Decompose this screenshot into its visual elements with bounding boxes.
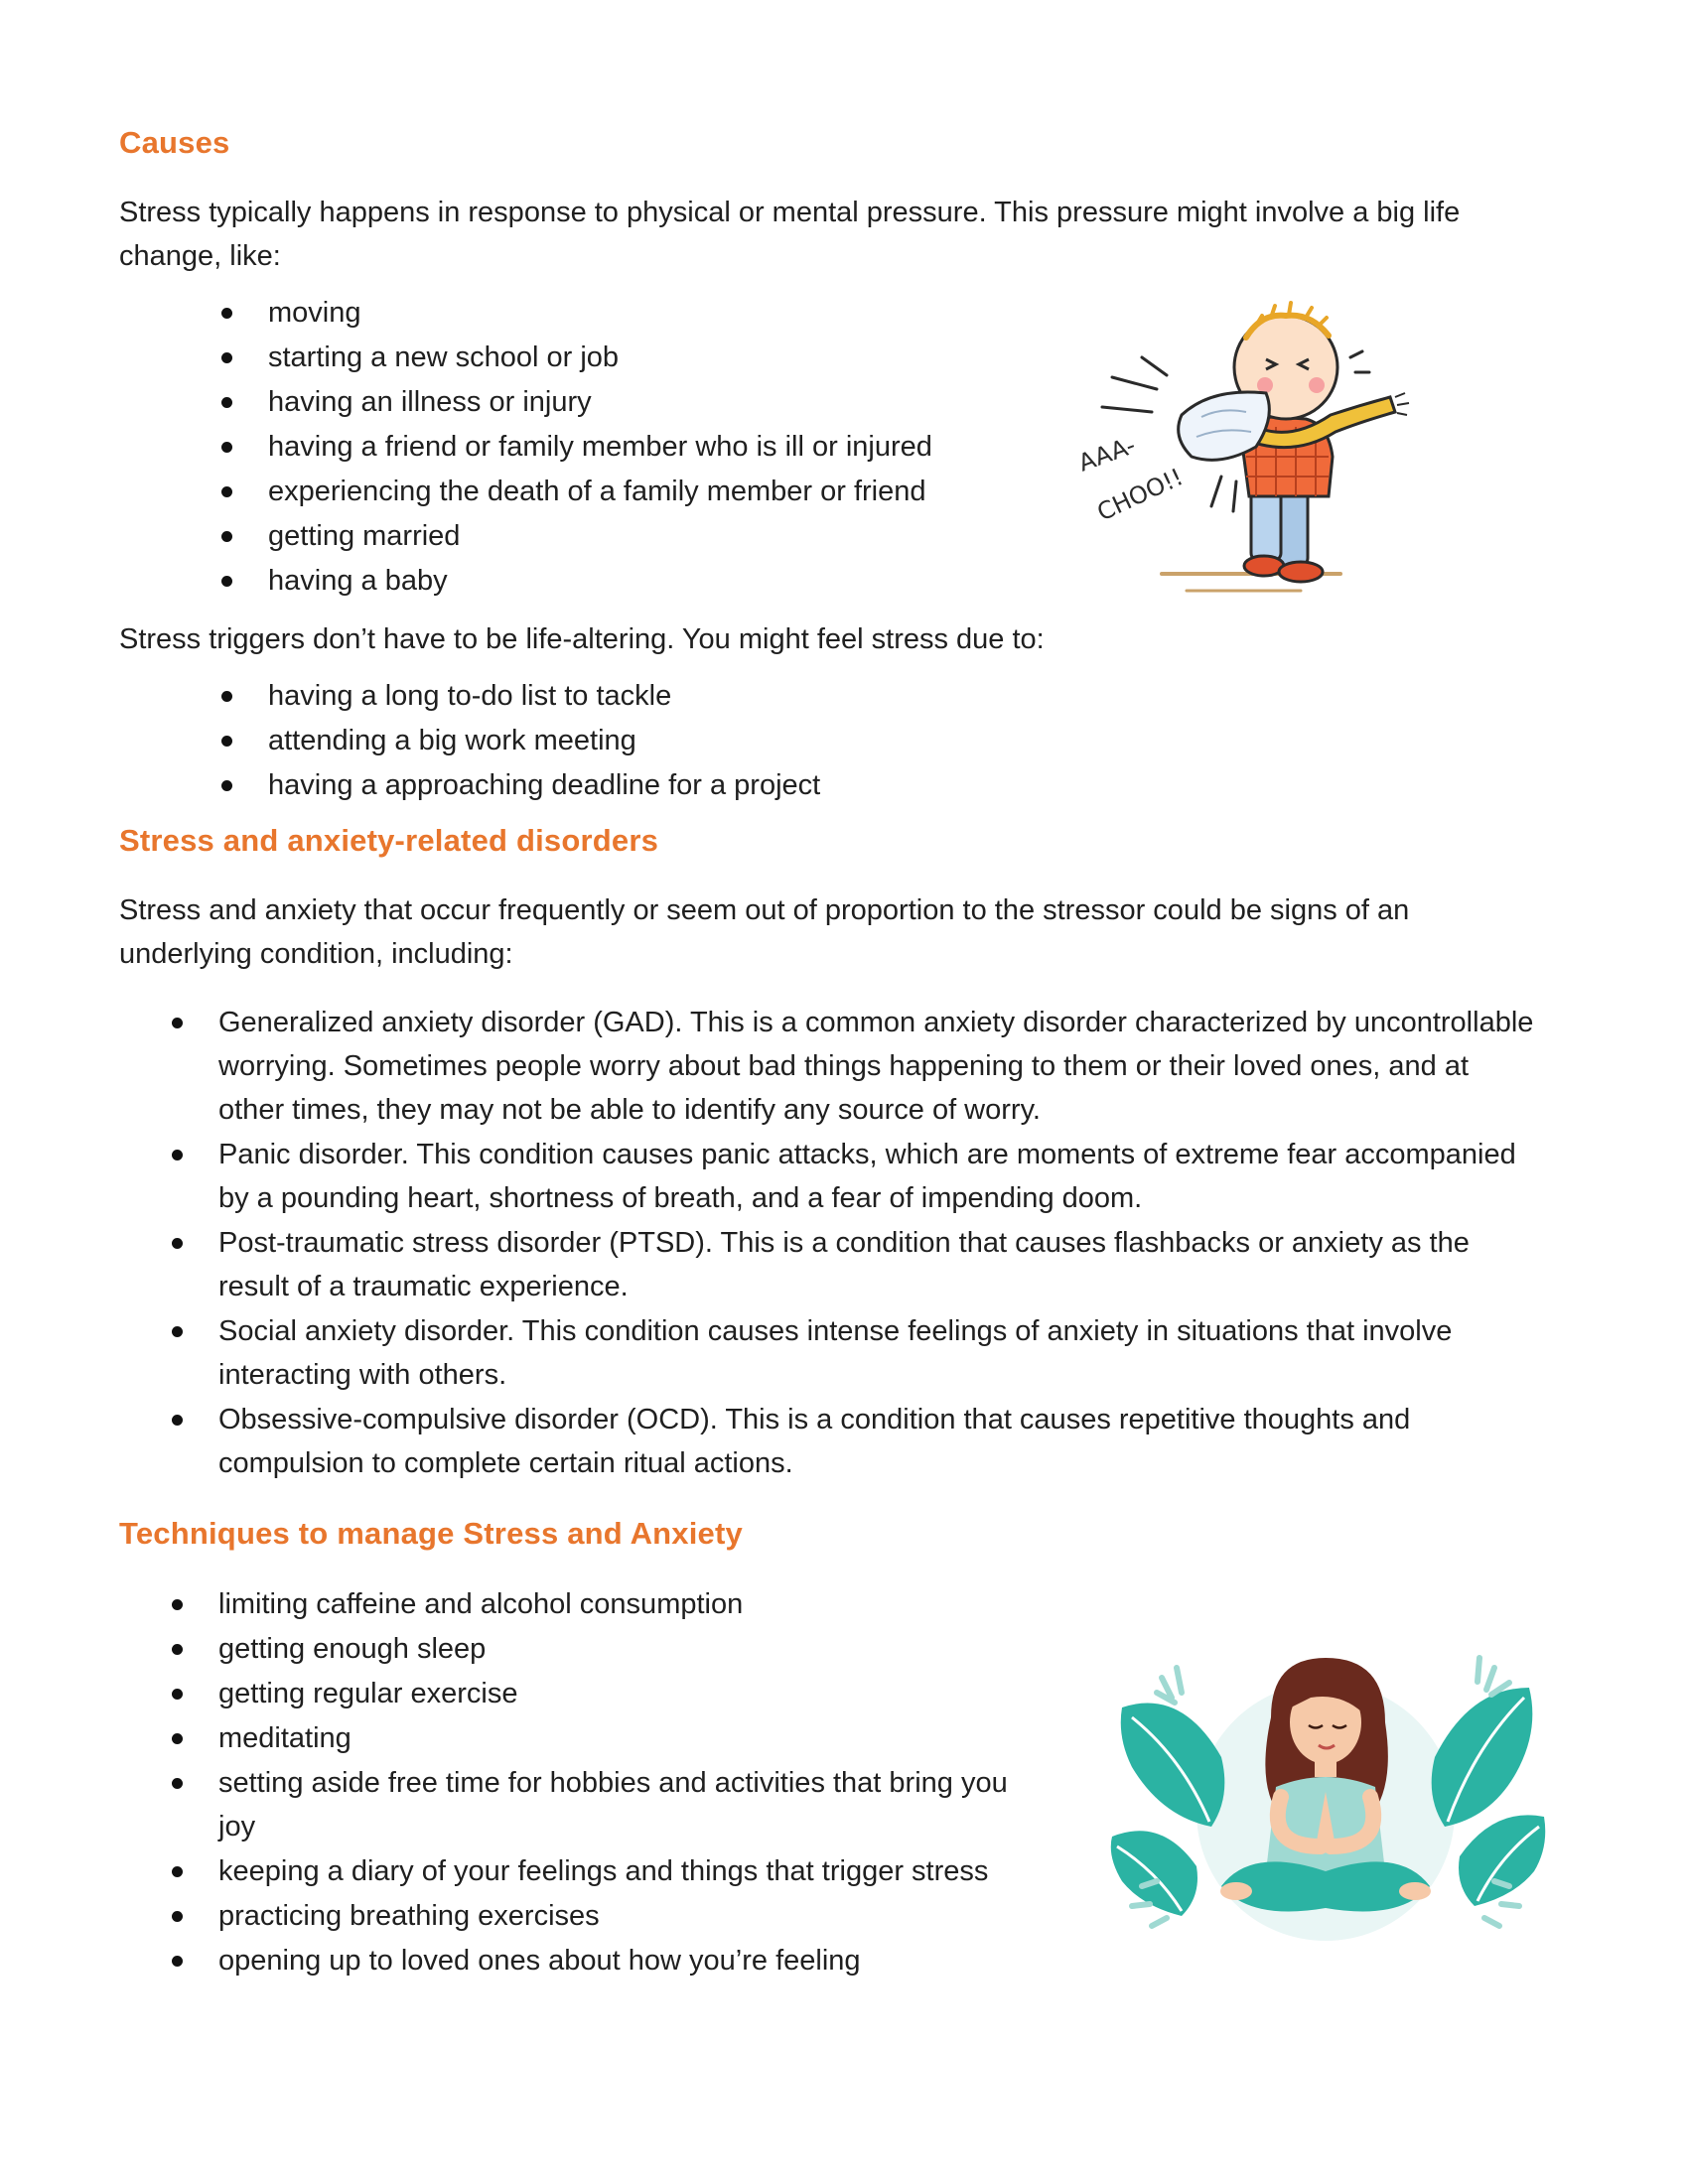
- list-item: experiencing the death of a family member or friend: [268, 470, 1023, 513]
- disorders-intro: Stress and anxiety that occur frequently or seem out of proportion to the stressor could be signs of an underlying condition, including:: [119, 894, 1410, 970]
- sneeze-caption-line1: AAA-: [1074, 431, 1140, 478]
- techniques-list: [218, 1582, 1043, 1982]
- list-item: practicing breathing exercises: [218, 1894, 1043, 1938]
- list-item: setting aside free time for hobbies and activities that bring you joy: [218, 1761, 1033, 1848]
- sneeze-caption-line2: CHOO!!: [1092, 463, 1188, 527]
- list-item: Social anxiety disorder. This condition causes intense feelings of anxiety in situations that involve interacting with others.: [218, 1309, 1539, 1397]
- list-item: having a friend or family member who is ill or injured: [268, 425, 1023, 469]
- list-item: meditating: [218, 1716, 1043, 1760]
- heading-causes: Causes: [119, 125, 230, 160]
- list-item: having a approaching deadline for a project: [268, 763, 1162, 807]
- list-item: moving: [268, 291, 1023, 335]
- list-item: Panic disorder. This condition causes panic attacks, which are moments of extreme fear accompanied by a pounding heart, shortness of breath, and a fear of impending doom.: [218, 1133, 1539, 1220]
- list-item: having an illness or injury: [268, 380, 1023, 424]
- heading-disorders: Stress and anxiety-related disorders: [119, 823, 659, 858]
- list-item: having a baby: [268, 559, 1023, 603]
- list-item: keeping a diary of your feelings and things that trigger stress: [218, 1849, 1043, 1893]
- list-item: Generalized anxiety disorder (GAD). This is a common anxiety disorder characterized by uncontrollable worrying. Sometimes people worry about bad things happening to them or their loved ones, and at other times, they may not be able to identify any source of worry.: [218, 1001, 1539, 1132]
- triggers-intro: Stress triggers don’t have to be life-altering. You might feel stress due to:: [119, 623, 1045, 655]
- disorder-list: [218, 1001, 1539, 1486]
- list-item: getting regular exercise: [218, 1672, 1043, 1715]
- life-change-list: [268, 291, 1023, 603]
- list-item: limiting caffeine and alcohol consumption: [218, 1582, 1043, 1626]
- list-item: Obsessive-compulsive disorder (OCD). This is a condition that causes repetitive thoughts and compulsion to complete certain ritual actions.: [218, 1398, 1539, 1485]
- list-item: attending a big work meeting: [268, 719, 1162, 762]
- trigger-list: [268, 674, 1162, 807]
- list-item: getting married: [268, 514, 1023, 558]
- list-item: opening up to loved ones about how you’re feeling: [218, 1939, 1043, 1982]
- meditating-woman-icon: [1102, 1648, 1549, 1966]
- list-item: getting enough sleep: [218, 1627, 1043, 1671]
- causes-intro: Stress typically happens in response to physical or mental pressure. This pressure might involve a big life change, like:: [119, 197, 1461, 272]
- list-item: having a long to-do list to tackle: [268, 674, 1162, 718]
- list-item: Post-traumatic stress disorder (PTSD). This is a condition that causes flashbacks or anxiety as the result of a traumatic experience.: [218, 1221, 1539, 1308]
- sneezing-child-icon: [1062, 298, 1430, 606]
- list-item: starting a new school or job: [268, 336, 1023, 379]
- heading-techniques: Techniques to manage Stress and Anxiety: [119, 1516, 743, 1551]
